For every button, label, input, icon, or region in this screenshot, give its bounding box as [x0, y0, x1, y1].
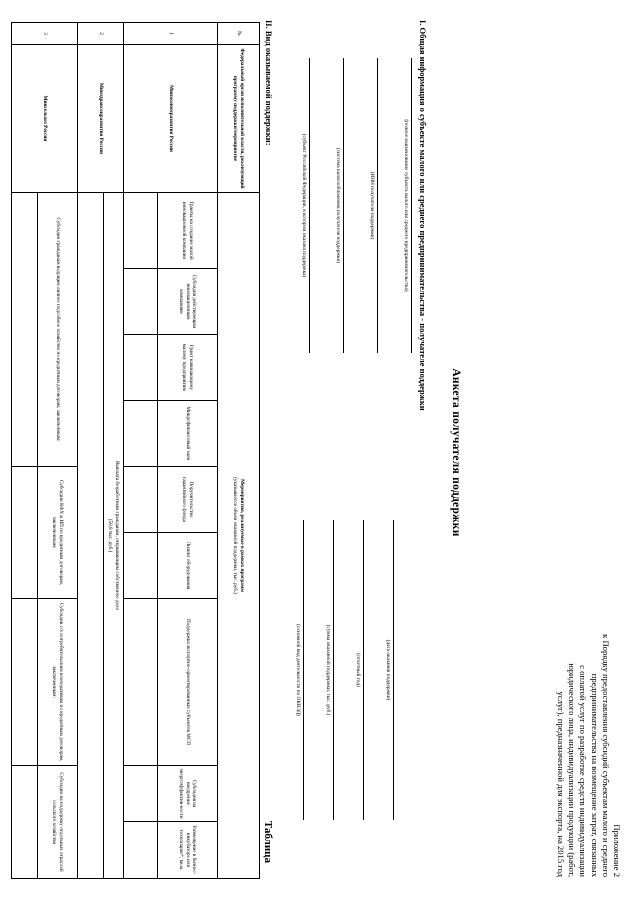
col-org-header: Федеральный орган исполнительной власти, реализующий программу поддержки/мероприятие [218, 45, 260, 193]
value-cell[interactable] [124, 401, 158, 467]
row1-org: Минэкономразвития России [124, 45, 218, 193]
form-title: Анкета получателя поддержки [450, 368, 462, 537]
row3-org: Минсельхоз России [12, 45, 78, 193]
measure-cell: Лизинг оборудования [158, 533, 218, 599]
row2-measure [104, 193, 124, 879]
table-row [158, 23, 218, 879]
appendix-line: предпринимательства на возмещение затрат, связанных [589, 673, 600, 877]
report-year-field[interactable] [355, 520, 364, 820]
value-cell[interactable] [124, 766, 158, 822]
tax-system-caption: (система налогообложения получателя поддержки) [335, 147, 341, 264]
appendix-line: к Порядку предоставления субсидий субъектам малого и среднего [600, 634, 611, 877]
row2-amount: (58,8 тыс. руб.) [107, 518, 114, 553]
row2-org: Минздравсоцразвития России [78, 45, 124, 193]
support-amount-caption: (сумма оказанной поддержки, тыс. руб.) [325, 624, 331, 716]
value-cell[interactable] [12, 766, 38, 879]
value-cell[interactable] [124, 467, 158, 533]
table-header-row [218, 23, 260, 879]
row1-no: 1 [124, 23, 218, 45]
measure-cell: Поддержка экспортно-ориентированных субъектов МСП [158, 599, 218, 766]
value-cell[interactable] [124, 335, 158, 401]
measure-cell: Субсидии с/х потребительским кооперативам по кредитным договорам, заключенным: [38, 599, 78, 766]
row3-no: 3 [12, 23, 78, 45]
value-cell[interactable] [124, 599, 158, 766]
inn-caption: (ИНН получателя поддержки) [369, 171, 375, 240]
support-date-field[interactable] [385, 520, 394, 820]
measure-cell: Субсидии на поддержку отдельных отраслей сельского хозяйства [38, 766, 78, 879]
measure-cell: Гранты на создание малой инновационной компании [158, 193, 218, 269]
appendix-heading: Приложение 2 [612, 824, 622, 877]
row2-no: 2 [78, 23, 124, 45]
appendix-line: с оплатой услуг по разработке средств индивидуализации [578, 665, 589, 877]
measure-cell: Размещение в бизнес-инкубаторе или технопарке*, кв.м. [158, 822, 218, 879]
tax-system-field[interactable] [335, 58, 344, 353]
measure-cell: Грант начинающему малому предприятию [158, 335, 218, 401]
value-cell[interactable] [124, 269, 158, 335]
okved-field[interactable] [295, 520, 304, 820]
row2-text: Выплата безработным гражданам, открывающим собственное дело [114, 460, 120, 611]
support-amount-field[interactable] [325, 520, 334, 820]
col-no-header: № [218, 23, 260, 45]
inn-field[interactable] [369, 58, 378, 353]
value-cell[interactable] [124, 533, 158, 599]
value-cell[interactable] [78, 193, 104, 879]
measure-cell: Микрофинансовый заем [158, 401, 218, 467]
appendix-block [555, 517, 622, 877]
measures-note: (указывается объем оказанной поддержки, тыс. руб.) [232, 477, 239, 594]
region-field[interactable] [301, 58, 310, 353]
support-date-caption: (дата оказания поддержки) [385, 639, 391, 701]
measures-title: Мероприятия, реализуемые в рамках программ [239, 479, 245, 592]
company-name-field[interactable] [403, 58, 412, 353]
table-row [38, 23, 78, 879]
measure-cell: Субсидии гражданам ведущим личное подсобное хозяйство по кредитным договорам, заключенным: [38, 193, 78, 467]
appendix-line: юридического лица, индивидуализации продукции (работ, [567, 663, 578, 877]
table-row [104, 23, 124, 879]
section2-heading: II. Вид оказываемой поддержки: [264, 20, 274, 146]
okved-caption: (основной вид деятельности по ОКВЭД) [295, 624, 301, 716]
company-name-caption: (полное наименование субъекта малого или среднего предпринимательства) [403, 119, 409, 292]
appendix-line: услуг), предназначенной для экспорта, на 2015 год [556, 691, 567, 877]
value-cell[interactable] [12, 193, 38, 467]
col-measures-header [218, 193, 260, 879]
measure-cell: Субсидии КФХ и ИП по кредитным договорам, заключенным: [38, 467, 78, 599]
measure-cell: Субсидия на внедрение энергоэффектив-ности [158, 766, 218, 822]
value-cell[interactable] [124, 822, 158, 879]
support-table [11, 22, 260, 879]
table-label: Таблица [262, 820, 274, 863]
report-year-caption: (отчетный год) [355, 653, 361, 687]
value-cell[interactable] [124, 193, 158, 269]
value-cell[interactable] [12, 599, 38, 766]
measure-cell: Субсидия действующим инновационным компаниям [158, 269, 218, 335]
region-caption: (субъект Российской Федерации, в котором оказана поддержка) [301, 133, 307, 278]
measure-cell: Поручительство гарантийного фонда [158, 467, 218, 533]
value-cell[interactable] [12, 467, 38, 599]
section1-heading: I. Общая информация о субъекте малого или среднего предпринимательства - получателе поддержки [418, 20, 428, 411]
